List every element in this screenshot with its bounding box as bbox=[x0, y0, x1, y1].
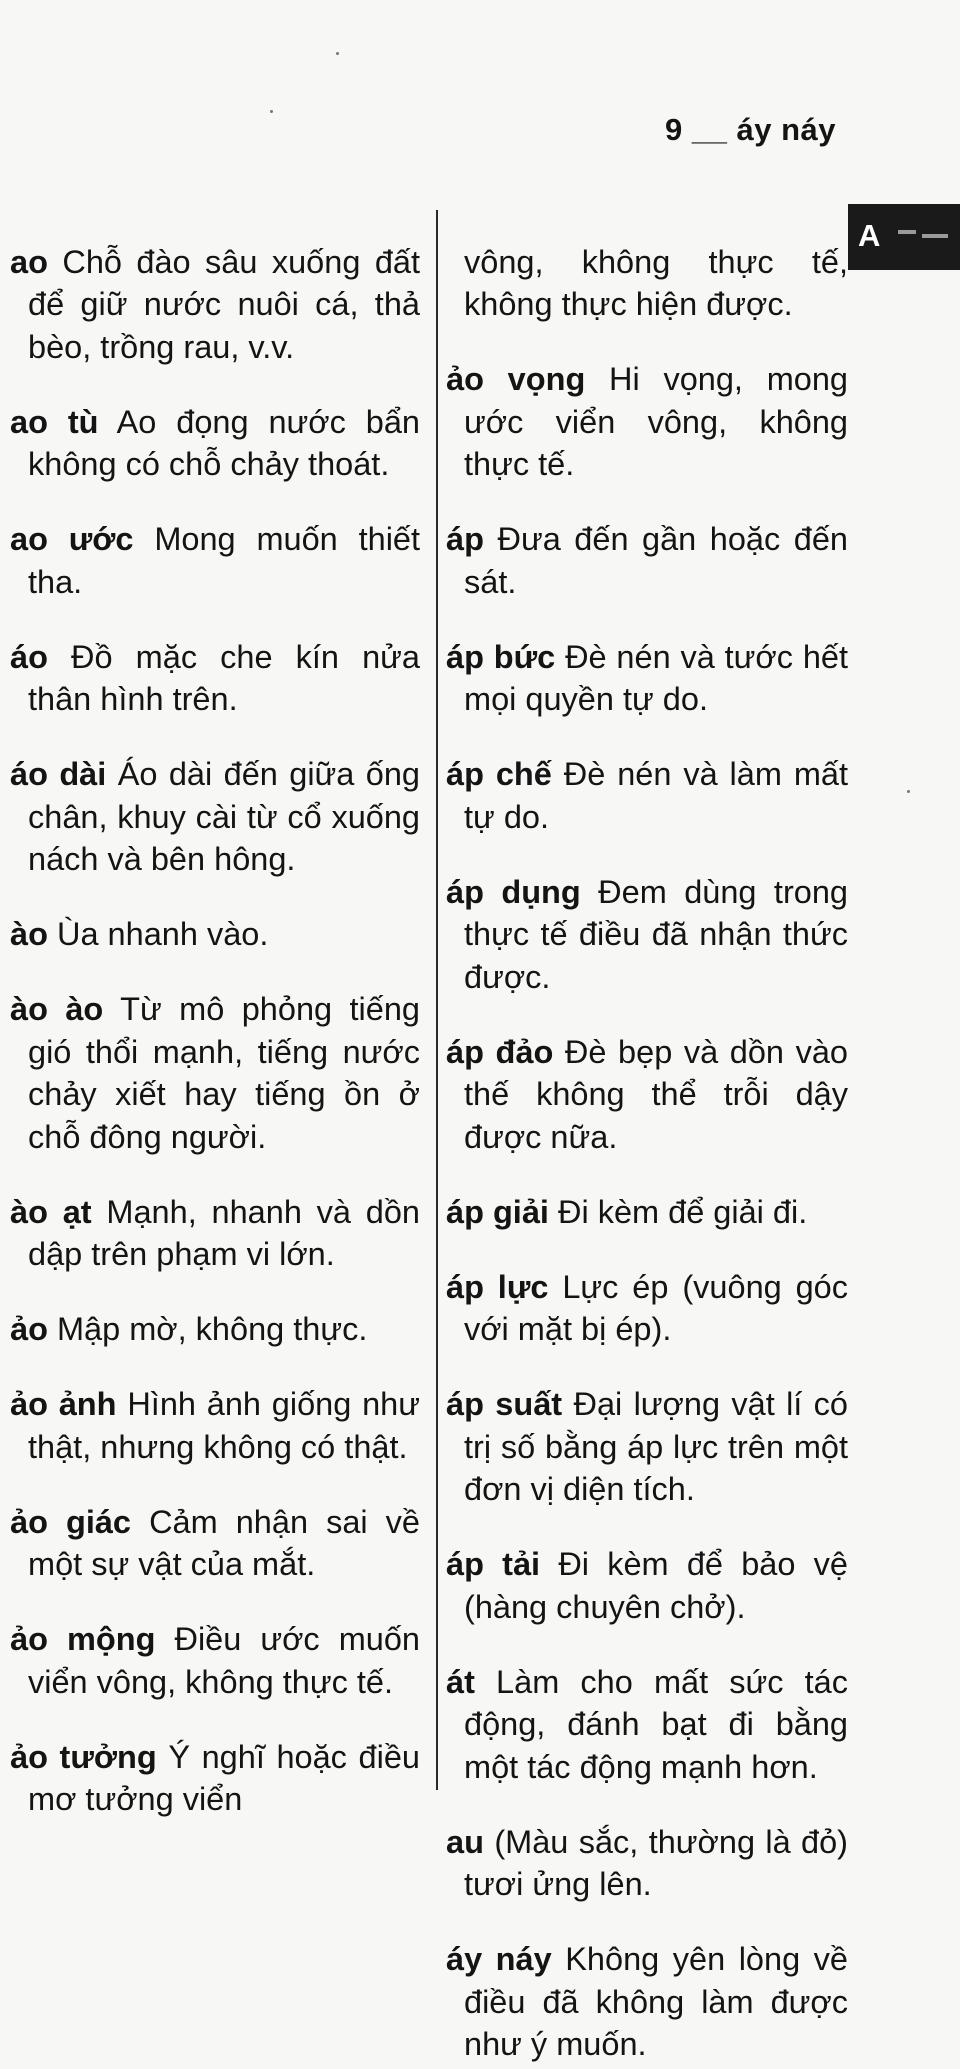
thumb-tab-letter: A bbox=[858, 218, 881, 253]
dictionary-entry bbox=[10, 518, 420, 603]
dictionary-entry bbox=[10, 241, 420, 369]
entry-definition: Hi vọng, mong ước viển vông, không thực tế. bbox=[464, 361, 848, 482]
entry-definition: Ý nghĩ hoặc điều mơ tưởng viển bbox=[28, 1738, 420, 1817]
dictionary-entry bbox=[446, 241, 848, 326]
entry-definition: Đồ mặc che kín nửa thân hình trên. bbox=[28, 638, 420, 717]
entry-headword: ao tù bbox=[10, 403, 99, 440]
entry-headword: át bbox=[446, 1663, 475, 1700]
entry-headword: áp chế bbox=[446, 756, 552, 792]
dictionary-entry bbox=[446, 1191, 848, 1234]
entry-definition: Ao đọng nước bẩn không có chỗ chảy thoát. bbox=[28, 403, 420, 482]
entry-definition: Hình ảnh giống như thật, nhưng không có thật. bbox=[28, 1386, 420, 1465]
dictionary-entry bbox=[10, 1191, 420, 1276]
entry-headword: áp dụng bbox=[446, 873, 581, 910]
entry-definition: Đè nén và tước hết mọi quyền tự do. bbox=[464, 638, 849, 717]
entry-definition: Đè nén và làm mất tự do. bbox=[464, 756, 848, 835]
dictionary-entry bbox=[446, 1543, 848, 1628]
entry-headword: ảo ảnh bbox=[10, 1386, 117, 1422]
dictionary-entry bbox=[10, 1383, 420, 1468]
dictionary-entry bbox=[10, 988, 420, 1158]
dictionary-entry bbox=[446, 871, 848, 999]
paper-speck bbox=[907, 790, 910, 793]
thumb-index-tab bbox=[848, 204, 960, 270]
dictionary-entry bbox=[446, 1938, 848, 2066]
dictionary-entry bbox=[446, 1031, 848, 1159]
entry-headword: áo dài bbox=[10, 756, 107, 792]
entry-headword: ao ước bbox=[10, 521, 134, 557]
dictionary-entry bbox=[10, 1308, 420, 1351]
entry-definition: Đi kèm để bảo vệ (hàng chuyên chở). bbox=[464, 1546, 848, 1625]
entry-definition: Điều ước muốn viển vông, không thực tế. bbox=[28, 1621, 420, 1700]
entry-definition: Chỗ đào sâu xuống đất để giữ nước nuôi cá, thả bèo, trồng rau, v.v. bbox=[28, 243, 421, 365]
entry-headword: áp tải bbox=[446, 1546, 541, 1582]
entry-definition: Cảm nhận sai về một sự vật của mắt. bbox=[28, 1503, 420, 1582]
entry-definition: Đại lượng vật lí có trị số bằng áp lực trên một đơn vị diện tích. bbox=[464, 1386, 848, 1507]
entry-headword: áp giải bbox=[446, 1193, 549, 1230]
entry-headword: ào bbox=[10, 916, 48, 952]
header-separator: __ bbox=[691, 112, 728, 147]
entry-headword: áp bức bbox=[446, 638, 556, 675]
dictionary-entry bbox=[10, 401, 420, 486]
entry-definition: Làm cho mất sức tác động, đánh bạt đi bằng một tác động mạnh hơn. bbox=[464, 1663, 849, 1785]
dictionary-entry bbox=[446, 1266, 848, 1351]
entry-headword: áp lực bbox=[446, 1268, 549, 1305]
entry-headword: au bbox=[446, 1823, 484, 1860]
tab-print-speck bbox=[898, 230, 916, 234]
dictionary-entry bbox=[446, 753, 848, 838]
dictionary-entry bbox=[446, 636, 848, 721]
column-divider bbox=[436, 210, 438, 1790]
entry-headword: áp đảo bbox=[446, 1033, 554, 1070]
entry-definition: vông, không thực tế, không thực hiện được. bbox=[464, 243, 848, 322]
dictionary-entry bbox=[10, 1501, 420, 1586]
entry-definition: Đem dùng trong thực tế điều đã nhận thức được. bbox=[464, 873, 848, 995]
tab-print-speck bbox=[922, 234, 948, 238]
entry-definition: Áo dài đến giữa ống chân, khuy cài từ cổ xuống nách và bên hông. bbox=[28, 756, 420, 877]
dictionary-entry bbox=[446, 518, 848, 603]
dictionary-entry bbox=[446, 1661, 848, 1789]
dictionary-entry bbox=[10, 636, 420, 721]
dictionary-entry bbox=[10, 1618, 420, 1703]
entry-headword: ảo mộng bbox=[10, 1621, 156, 1657]
entry-definition: Từ mô phỏng tiếng gió thổi mạnh, tiếng nước chảy xiết hay tiếng ồn ở chỗ đông người. bbox=[28, 991, 420, 1155]
dictionary-entry bbox=[446, 1383, 848, 1511]
entry-definition: Ùa nhanh vào. bbox=[56, 916, 269, 952]
dictionary-entry bbox=[10, 753, 420, 881]
entry-definition: Mạnh, nhanh và dồn dập trên phạm vi lớn. bbox=[28, 1193, 421, 1272]
entry-definition: Lực ép (vuông góc với mặt bị ép). bbox=[464, 1268, 848, 1347]
left-column bbox=[10, 208, 420, 1824]
right-column bbox=[446, 208, 848, 2069]
paper-speck bbox=[270, 110, 273, 113]
entry-headword: ảo giác bbox=[10, 1503, 132, 1540]
dictionary-entry bbox=[10, 1736, 420, 1821]
page-number: 9 bbox=[665, 112, 683, 147]
guide-word: áy náy bbox=[736, 112, 836, 147]
running-header bbox=[665, 112, 836, 148]
entry-headword: áp suất bbox=[446, 1386, 563, 1422]
entry-definition: Mập mờ, không thực. bbox=[56, 1311, 368, 1347]
entry-headword: áy náy bbox=[446, 1941, 552, 1977]
dictionary-entry bbox=[446, 358, 848, 486]
entry-headword: áo bbox=[10, 638, 48, 675]
entry-headword: áp bbox=[446, 521, 484, 557]
dictionary-entry bbox=[446, 1821, 848, 1906]
entry-definition: Đi kèm để giải đi. bbox=[557, 1193, 808, 1230]
entry-definition: Đưa đến gần hoặc đến sát. bbox=[464, 521, 849, 600]
entry-headword: ảo bbox=[10, 1311, 48, 1347]
entry-headword: ảo vọng bbox=[446, 361, 586, 397]
entry-headword: ao bbox=[10, 243, 48, 280]
entry-definition: Đè bẹp và dồn vào thế không thể trỗi dậy được nữa. bbox=[464, 1033, 848, 1155]
entry-headword: ào ào bbox=[10, 991, 104, 1027]
entry-headword: ào ạt bbox=[10, 1193, 92, 1230]
entry-definition: Mong muốn thiết tha. bbox=[28, 521, 421, 600]
entry-definition: (Màu sắc, thường là đỏ) tươi ửng lên. bbox=[464, 1823, 849, 1902]
entry-headword: ảo tưởng bbox=[10, 1738, 157, 1775]
dictionary-entry bbox=[10, 913, 420, 956]
paper-speck bbox=[336, 52, 339, 55]
entry-definition: Không yên lòng về điều đã không làm được như ý muốn. bbox=[464, 1941, 849, 2062]
